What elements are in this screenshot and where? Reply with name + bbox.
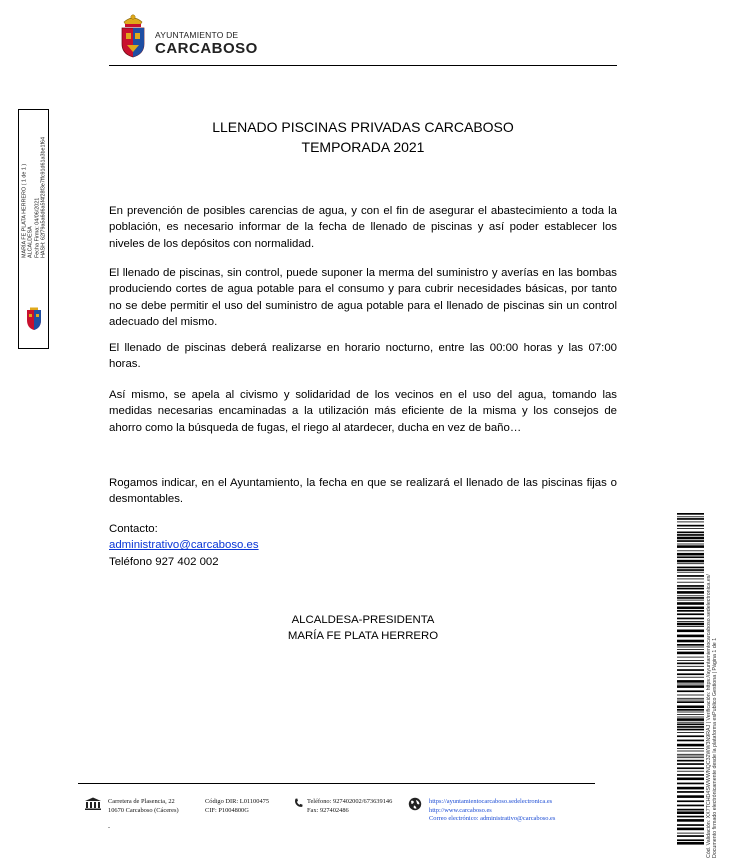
building-icon xyxy=(84,797,102,810)
validation-code-line: Cód. Validación: XX7TCHD4SWWWNQC32WW3N9RAJ | Verificación: https://ayuntamientocarcaboso.sedelectronica.es/ xyxy=(705,574,712,858)
barcode-bar xyxy=(677,685,704,688)
barcode-bar xyxy=(677,556,704,558)
barcode-bar xyxy=(677,709,704,711)
signature-line-role: ALCALDESA xyxy=(27,226,34,258)
barcode-bar xyxy=(677,724,704,726)
barcode-bar xyxy=(677,595,704,596)
barcode-bar xyxy=(677,816,704,818)
barcode-bar xyxy=(677,623,704,626)
footer-web xyxy=(429,798,555,824)
validation-text xyxy=(706,498,718,858)
barcode-bar xyxy=(677,800,704,802)
barcode-bar xyxy=(677,701,704,703)
barcode-bar xyxy=(677,652,704,655)
barcode-bar xyxy=(677,563,704,564)
barcode-bar xyxy=(677,740,704,742)
barcode-bar xyxy=(677,754,704,755)
barcode-bar xyxy=(677,771,704,772)
footer-cif: CIF: P1004800G xyxy=(205,806,249,814)
footer-web-site-link[interactable]: http://www.carcaboso.es xyxy=(429,806,492,814)
barcode-bar xyxy=(677,513,704,515)
barcode-bar xyxy=(677,698,704,699)
signer-name: MARÍA FE PLATA HERRERO xyxy=(287,630,439,642)
paragraph-civism: Así mismo, se apela al civismo y solidaridad de los vecinos en el uso del agua, tomando las medidas necesarias encaminadas a la utilización más eficiente de la misma y los consejos de ahorro como la búsqueda de fugas, el riego al atardecer, ducha en vez de baño… xyxy=(109,389,617,434)
barcode-bar xyxy=(677,700,704,701)
contact-block xyxy=(109,521,259,570)
barcode-bar xyxy=(677,729,704,731)
barcode-bar xyxy=(677,613,704,615)
barcode-bar xyxy=(677,532,704,534)
barcode-bar xyxy=(677,809,704,811)
signer-block xyxy=(109,612,617,644)
barcode-bar xyxy=(677,778,704,781)
barcode-bar xyxy=(677,717,704,718)
footer-dot: . xyxy=(108,821,110,830)
barcode-bar xyxy=(677,757,704,758)
barcode-bar xyxy=(677,706,704,709)
barcode-bar xyxy=(677,522,704,523)
header-divider xyxy=(109,65,617,66)
footer-code-dir: Código DIR: L01100475 xyxy=(205,798,270,805)
barcode-bar xyxy=(677,626,704,627)
barcode-bar xyxy=(677,833,704,834)
footer-codes xyxy=(205,798,269,815)
barcode-bar xyxy=(677,756,704,757)
barcode-bar xyxy=(677,525,704,527)
barcode-bar xyxy=(677,585,704,587)
barcode-bar xyxy=(677,537,704,540)
signer-role: ALCALDESA-PRESIDENTA xyxy=(291,614,435,626)
barcode-bar xyxy=(677,795,704,798)
phone-icon xyxy=(294,798,303,808)
barcode-bar xyxy=(677,630,704,633)
barcode-bar xyxy=(677,567,704,569)
barcode-bar xyxy=(677,544,704,545)
barcode-bar xyxy=(677,618,704,620)
signature-stamp-text xyxy=(21,68,46,258)
contact-label: Contacto: xyxy=(109,523,158,535)
barcode-bar xyxy=(677,787,704,790)
footer-fax: Fax: 927402486 xyxy=(307,806,349,814)
document-title: LLENADO PISCINAS PRIVADAS CARCABOSO xyxy=(212,119,514,135)
barcode-bar xyxy=(677,677,704,678)
barcode-bar xyxy=(677,575,704,577)
barcode-bar xyxy=(677,722,704,723)
barcode-bar xyxy=(677,791,704,793)
barcode-bar xyxy=(677,649,704,650)
barcode-bar xyxy=(677,839,704,841)
barcode-bar xyxy=(677,644,704,646)
barcode-bar xyxy=(677,714,704,715)
barcode-bar xyxy=(677,695,704,696)
barcode-bar xyxy=(677,610,704,612)
barcode-bar xyxy=(677,680,704,683)
footer-address-line1: Carretera de Plasencia, 22 xyxy=(108,798,175,805)
barcode-bar xyxy=(677,528,704,529)
barcode-bar xyxy=(677,545,704,548)
barcode-bar xyxy=(677,763,704,765)
barcode-bar xyxy=(677,597,704,599)
barcode-bar xyxy=(677,842,704,845)
barcode-bar xyxy=(677,635,704,638)
barcode-bar xyxy=(677,607,704,610)
barcode-bar xyxy=(677,518,704,520)
barcode-bar xyxy=(677,534,704,536)
contact-email-link[interactable]: administrativo@carcaboso.es xyxy=(109,539,259,552)
org-name: CARCABOSO xyxy=(155,40,258,57)
barcode-bar xyxy=(677,811,704,814)
signature-shield-icon xyxy=(25,307,43,331)
signature-line-signer: MARÍA FE PLATA HERRERO ( 1 de 1 ) xyxy=(21,163,28,258)
validation-barcode xyxy=(677,513,704,845)
globe-icon xyxy=(408,797,422,811)
barcode-bar xyxy=(677,732,704,733)
barcode-bar xyxy=(677,828,704,831)
barcode-bar xyxy=(677,560,704,563)
barcode-bar xyxy=(677,726,704,728)
footer-address xyxy=(108,798,179,815)
barcode-bar xyxy=(677,591,704,594)
barcode-bar xyxy=(677,718,704,721)
footer-web-sede-link[interactable]: https://ayuntamientocarcaboso.sedelectronica.es xyxy=(429,798,553,805)
paragraph-schedule: El llenado de piscinas deberá realizarse en horario nocturno, entre las 00:00 horas y las 07:00 horas. xyxy=(109,342,617,371)
footer-address-line2: 10670 Carcaboso (Cáceres) xyxy=(108,806,179,814)
barcode-bar xyxy=(677,602,704,605)
barcode-bar xyxy=(677,835,704,837)
barcode-bar xyxy=(677,774,704,776)
barcode-bar xyxy=(677,588,704,590)
barcode-bar xyxy=(677,660,704,661)
barcode-bar xyxy=(677,647,704,648)
barcode-bar xyxy=(677,735,704,737)
barcode-bar xyxy=(677,673,704,675)
barcode-bar xyxy=(677,572,704,573)
barcode-bar xyxy=(677,684,704,685)
barcode-bar xyxy=(677,712,704,713)
barcode-bar xyxy=(677,783,704,785)
barcode-bar xyxy=(677,550,704,551)
barcode-bar xyxy=(677,663,704,665)
footer-email-link[interactable]: Correo electrónico: administrativo@carcaboso.es xyxy=(429,815,556,822)
document-subtitle: TEMPORADA 2021 xyxy=(301,139,425,155)
barcode-bar xyxy=(677,819,704,822)
barcode-bar xyxy=(677,582,704,583)
barcode-bar xyxy=(677,760,704,762)
barcode-bar xyxy=(677,751,704,752)
barcode-bar xyxy=(677,748,704,749)
paragraph-request: Rogamos indicar, en el Ayuntamiento, la fecha en que se realizará el llenado de las piscinas fijas o desmontables. xyxy=(109,477,617,506)
barcode-bar xyxy=(677,621,704,622)
signature-line-date: Fecha Firma: 04/06/2021 xyxy=(34,197,40,258)
barcode-bar xyxy=(677,767,704,769)
validation-platform-line: Documento firmado electrónicamente desde la plataforma esPublico Gestiona | Página 1 de 1 xyxy=(712,637,718,858)
org-label-small: AYUNTAMIENTO DE xyxy=(155,30,239,40)
barcode-bar xyxy=(677,579,704,580)
barcode-bar xyxy=(677,690,704,692)
footer-phones xyxy=(307,798,392,815)
paragraph-prevention: En prevención de posibles carencias de agua, y con el fin de asegurar el abastecimiento a toda la población, es necesario informar de la fecha de llenado de piscinas y así poder establecer los niveles de los depósitos con normalidad. xyxy=(109,205,617,250)
barcode-bar xyxy=(677,569,704,571)
contact-phone: Teléfono 927 402 002 xyxy=(109,555,219,568)
signature-line-hash: HASH: 62f79a5a6d6a5f4f28f3e7ffc91d61a3be1f64 xyxy=(40,137,47,258)
footer-phone: Teléfono: 927402002/673639146 xyxy=(307,798,393,805)
barcode-bar xyxy=(677,600,704,601)
barcode-bar xyxy=(677,744,704,747)
paragraph-control: El llenado de piscinas, sin control, puede suponer la merma del suministro y averías en las bombas produciendo cortes de agua potable para el consumo y para cubrir necesidades básicas, por tanto no se debe permitir el uso del suministro de agua potable para el llenado de piscinas sin un control adecuado del mismo. xyxy=(109,267,617,328)
barcode-bar xyxy=(677,824,704,826)
barcode-bar xyxy=(677,540,704,542)
barcode-bar xyxy=(677,805,704,807)
barcode-bar xyxy=(677,640,704,643)
barcode-bar xyxy=(677,666,704,667)
barcode-bar xyxy=(677,516,704,517)
barcode-bar xyxy=(677,669,704,671)
barcode-bar xyxy=(677,657,704,658)
barcode-bar xyxy=(677,553,704,556)
coat-of-arms-logo xyxy=(118,12,148,58)
footer-divider xyxy=(78,783,595,784)
